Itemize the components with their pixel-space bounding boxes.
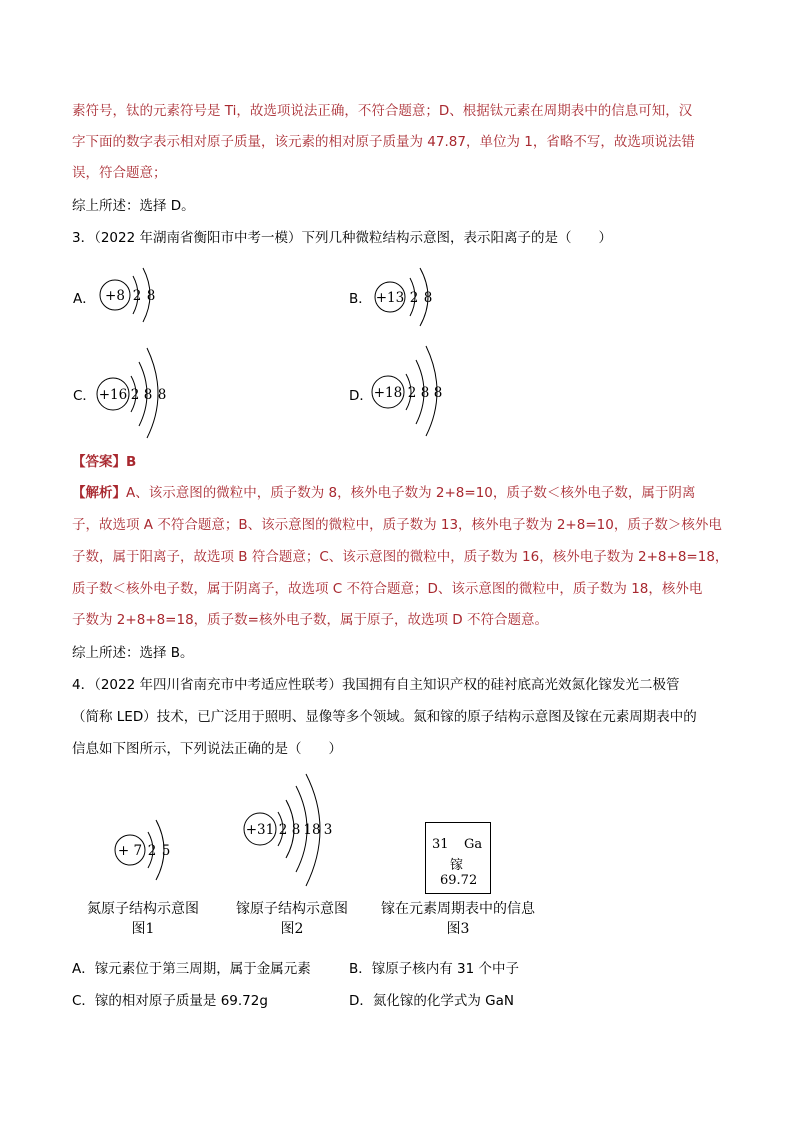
fig3-caption — [363, 899, 553, 939]
shell-electron-count: 2 — [278, 822, 288, 838]
q3-option-a-letter[interactable]: A． — [73, 291, 96, 307]
shell-electron-count: 2 — [147, 843, 157, 859]
shell-electron-count: 5 — [161, 843, 171, 859]
nucleus-charge: +13 — [375, 290, 405, 306]
analysis-text: A、该示意图的微粒中，质子数为 8，核外电子数为 2+8=10，质子数＜核外电子数，属于阴离 — [126, 485, 696, 501]
q3-analysis-line-5: 子数为 2+8+8=18，质子数=核外电子数，属于原子，故选项 D 不符合题意。 — [72, 612, 548, 628]
q2-analysis-line-1: 素符号，钛的元素符号是 Ti，故选项说法正确，不符合题意；D、根据钛元素在周期表中的信息可知，汉 — [72, 103, 693, 119]
nucleus-charge: +31 — [245, 822, 275, 838]
shell-electron-count: 8 — [157, 387, 167, 403]
shell-electron-count: 8 — [433, 385, 443, 401]
q3-analysis-line-1 — [72, 483, 722, 503]
q3-analysis-line-4: 质子数＜核外电子数，属于阴离子，故选项 C 不符合题意；D、该示意图的微粒中，质子数为 18，核外电 — [72, 581, 703, 597]
q3-analysis-line-2: 子，故选项 A 不符合题意；B、该示意图的微粒中，质子数为 13，核外电子数为 2+8=10，质子数＞核外电 — [72, 517, 722, 533]
q2-analysis-line-2: 字下面的数字表示相对原子质量，该元素的相对原子质量为 47.87，单位为 1，省略不写，故选项说法错 — [72, 134, 695, 150]
analysis-label: 【解析】 — [72, 485, 126, 501]
shell-electron-count: 8 — [420, 385, 430, 401]
atomic-number: 31 — [432, 837, 449, 852]
q3-stem: 3．（2022 年湖南省衡阳市中考一模）下列几种微粒结构示意图，表示阳离子的是（ ） — [72, 230, 612, 246]
q4-stem-line-3: 信息如下图所示，下列说法正确的是（ ） — [72, 741, 342, 757]
atomic-mass: 69.72 — [440, 873, 478, 888]
q2-analysis-line-3: 误，符合题意； — [72, 165, 167, 181]
shell-electron-count: 2 — [407, 385, 417, 401]
q3-option-b-diagram — [370, 258, 480, 338]
fig1-label: 图1 — [131, 921, 155, 937]
q2-summary: 综上所述：选择 D。 — [72, 198, 195, 214]
fig2-caption-text: 镓原子结构示意图 — [236, 901, 348, 917]
nucleus-charge: +16 — [98, 387, 128, 403]
q3-analysis-line-3: 子数，属于阳离子，故选项 B 符合题意；C、该示意图的微粒中，质子数为 16，核外电子数为 2+8+8=18， — [72, 549, 729, 565]
q4-option-b[interactable]: B．镓原子核内有 31 个中子 — [349, 961, 520, 977]
shell-electron-count: 2 — [130, 387, 140, 403]
nucleus-charge: +18 — [373, 385, 403, 401]
fig1-caption — [58, 899, 228, 939]
shell-electron-count: 8 — [423, 290, 433, 306]
q4-stem-line-2: （简称 LED）技术，已广泛用于照明、显像等多个领域。氮和镓的原子结构示意图及镓在元素周期表中的 — [72, 709, 697, 725]
element-name: 镓 — [450, 858, 464, 873]
q3-option-b-letter[interactable]: B． — [349, 291, 372, 307]
q3-option-d-letter[interactable]: D． — [349, 388, 373, 404]
shell-electron-count: 8 — [146, 288, 156, 304]
fig2-caption — [207, 899, 377, 939]
shell-electron-count: 2 — [409, 290, 419, 306]
nitrogen-atom-diagram — [110, 810, 200, 890]
q3-option-d-diagram — [370, 340, 480, 440]
fig3-caption-text: 镓在元素周期表中的信息 — [381, 901, 535, 917]
element-symbol: Ga — [464, 837, 483, 852]
q3-option-a-diagram — [95, 258, 205, 338]
fig2-label: 图2 — [280, 921, 304, 937]
shell-electron-count: 8 — [143, 387, 153, 403]
q4-option-a[interactable]: A．镓元素位于第三周期，属于金属元素 — [72, 961, 311, 977]
q4-option-c[interactable]: C．镓的相对原子质量是 69.72g — [72, 993, 268, 1009]
shell-electron-count: 8 — [291, 822, 301, 838]
gallium-element-cell — [425, 822, 491, 894]
nucleus-charge: + 7 — [117, 843, 143, 859]
shell-electron-count: 18 — [303, 822, 321, 838]
q3-summary: 综上所述：选择 B。 — [72, 645, 194, 661]
q3-option-c-letter[interactable]: C． — [73, 388, 96, 404]
q4-option-d[interactable]: D．氮化镓的化学式为 GaN — [349, 993, 515, 1009]
q3-answer: 【答案】B — [72, 454, 137, 470]
gallium-atom-diagram — [240, 772, 350, 892]
q3-option-c-diagram — [95, 340, 205, 440]
q4-stem-line-1: 4．（2022 年四川省南充市中考适应性联考）我国拥有自主知识产权的硅衬底高光效氮化镓发光二极管 — [72, 677, 680, 693]
shell-electron-count: 2 — [132, 288, 142, 304]
shell-electron-count: 3 — [323, 822, 333, 838]
fig3-label: 图3 — [446, 921, 470, 937]
nucleus-charge: +8 — [105, 288, 125, 304]
fig1-caption-text: 氮原子结构示意图 — [87, 901, 199, 917]
